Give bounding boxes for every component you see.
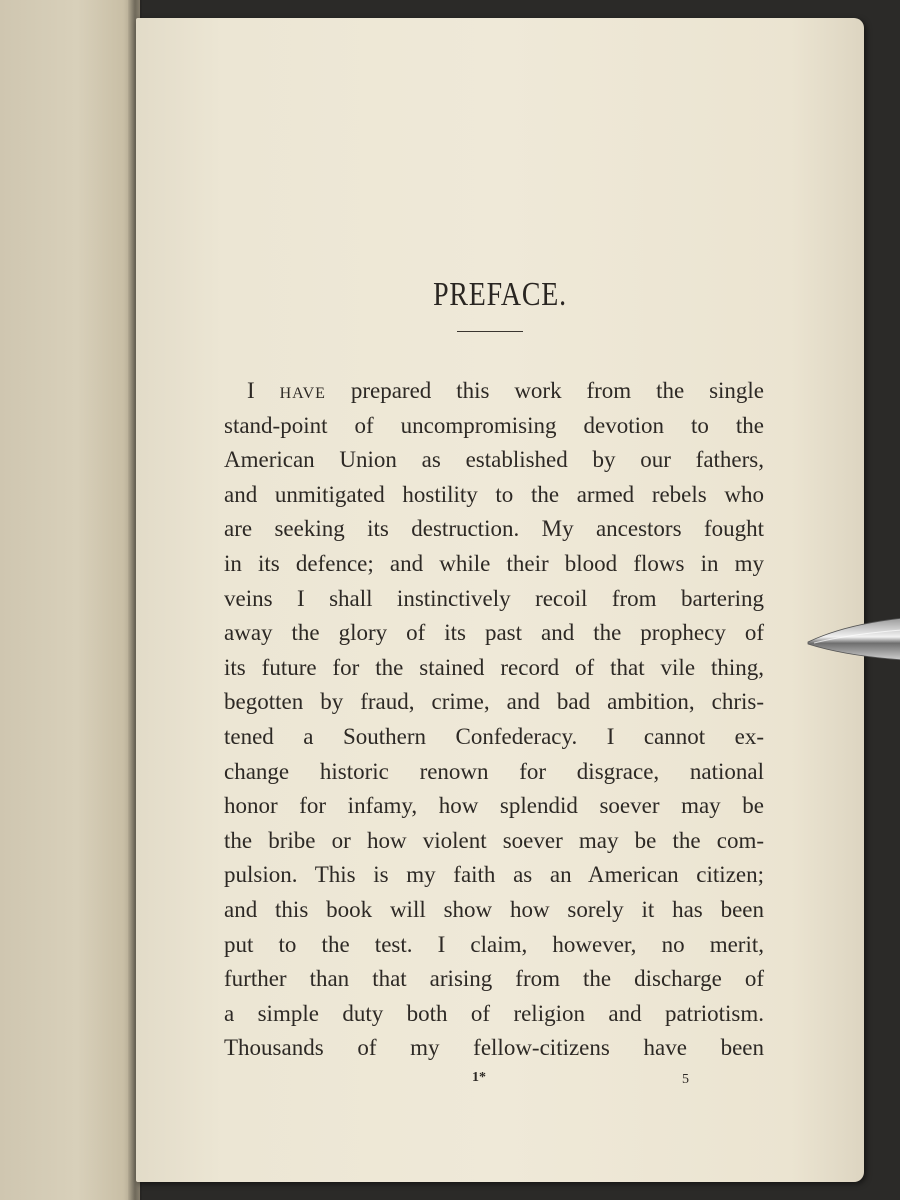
text-line: further than that arising from the discharge of — [224, 966, 764, 992]
text-line: and unmitigated hostility to the armed rebels who — [224, 481, 764, 507]
text-line — [224, 374, 764, 409]
text-line: its future for the stained record of that vile thing, — [224, 654, 764, 680]
title-rule — [457, 331, 523, 332]
page-title: PREFACE. — [433, 276, 567, 313]
text-line: put to the test. I claim, however, no merit, — [224, 931, 764, 957]
opening-word: I — [247, 378, 255, 403]
text-line: away the glory of its past and the prophecy of — [224, 620, 764, 646]
text-line: Thousands of my fellow-citizens have been — [224, 1035, 764, 1061]
text-line: honor for infamy, how splendid soever may be — [224, 793, 764, 819]
text-line: stand-point of uncompromising devotion to the — [224, 412, 764, 438]
text-line: tened a Southern Confederacy. I cannot ex- — [224, 723, 764, 749]
first-line-rest: prepared this work from the single — [350, 378, 765, 403]
text-line: change historic renown for disgrace, national — [224, 758, 764, 784]
text-line: pulsion. This is my faith as an American citizen; — [224, 862, 764, 888]
page-number: 5 — [682, 1072, 689, 1087]
book-page — [136, 18, 864, 1182]
opening-smallcaps: have — [279, 378, 326, 403]
left-page — [0, 0, 140, 1200]
text-lines — [224, 409, 764, 1066]
text-line: veins I shall instinctively recoil from bartering — [224, 585, 764, 611]
text-line: a simple duty both of religion and patriotism. — [224, 1000, 764, 1026]
text-line: American Union as established by our fathers, — [224, 447, 764, 473]
signature-mark: 1* — [472, 1070, 486, 1085]
text-line: are seeking its destruction. My ancestors fought — [224, 516, 764, 542]
bookmark-clip — [806, 614, 900, 664]
preface-text — [224, 374, 764, 1066]
text-line: in its defence; and while their blood flows in my — [224, 550, 764, 576]
text-line: begotten by fraud, crime, and bad ambition, chris- — [224, 689, 764, 715]
text-line: the bribe or how violent soever may be the com- — [224, 827, 764, 853]
text-line: and this book will show how sorely it has been — [224, 896, 764, 922]
